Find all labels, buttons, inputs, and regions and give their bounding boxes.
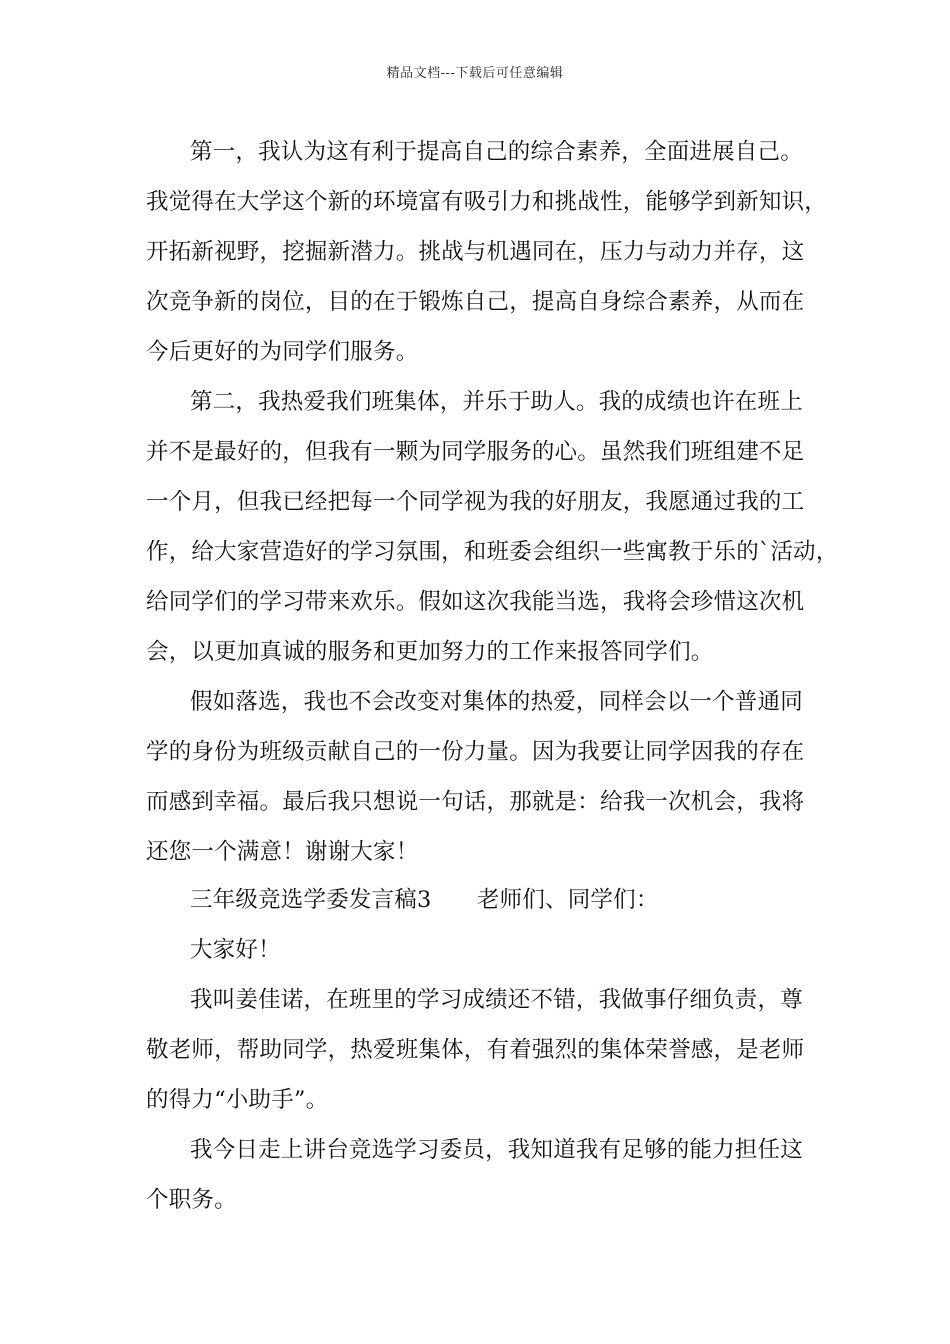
text-line-9: 作，给大家营造好的学习氛围，和班委会组织一些寓教于乐的`活动， — [146, 539, 839, 565]
page-header: 精品文档---下载后可任意编辑 — [386, 66, 564, 81]
text-line-3: 开拓新视野，挖掘新潜力。挑战与机遇同在，压力与动力并存，这 — [146, 239, 805, 265]
text-line-5: 今后更好的为同学们服务。 — [146, 339, 419, 365]
text-line-15: 还您一个满意！谢谢大家！ — [146, 839, 419, 865]
text-line-8: 一个月，但我已经把每一个同学视为我的好朋友，我愿通过我的工 — [146, 489, 805, 515]
text-line-4: 次竞争新的岗位，目的在于锻炼自己，提高自身综合素养，从而在 — [146, 289, 805, 315]
text-line-7: 并不是最好的，但我有一颗为同学服务的心。虽然我们班组建不足 — [146, 439, 805, 465]
text-line-18: 我叫姜佳诺，在班里的学习成绩还不错，我做事仔细负责，尊 — [190, 987, 803, 1013]
text-line-10: 给同学们的学习带来欢乐。假如这次我能当选，我将会珍惜这次机 — [146, 589, 805, 615]
text-line-16: 三年级竞选学委发言稿3 老师们、同学们： — [190, 887, 659, 913]
text-line-13: 学的身份为班级贡献自己的一份力量。因为我要让同学因我的存在 — [146, 739, 805, 765]
text-line-12: 假如落选，我也不会改变对集体的热爱，同样会以一个普通同 — [190, 689, 803, 715]
text-line-2: 我觉得在大学这个新的环境富有吸引力和挑战性，能够学到新知识， — [146, 189, 828, 215]
text-line-11: 会，以更加真诚的服务和更加努力的工作来报答同学们。 — [146, 639, 714, 665]
text-line-6: 第二，我热爱我们班集体，并乐于助人。我的成绩也许在班上 — [190, 389, 803, 415]
text-line-22: 个职务。 — [146, 1187, 237, 1213]
text-line-20: 的得力“小助手”。 — [146, 1087, 329, 1113]
text-line-14: 而感到幸福。最后我只想说一句话，那就是：给我一次机会，我将 — [146, 789, 805, 815]
text-line-1: 第一，我认为这有利于提高自己的综合素养，全面进展自己。 — [190, 139, 803, 165]
text-line-19: 敬老师，帮助同学，热爱班集体，有着强烈的集体荣誉感，是老师 — [146, 1037, 805, 1063]
text-line-17: 大家好！ — [190, 937, 281, 963]
text-line-21: 我今日走上讲台竞选学习委员，我知道我有足够的能力担任这 — [190, 1137, 803, 1163]
